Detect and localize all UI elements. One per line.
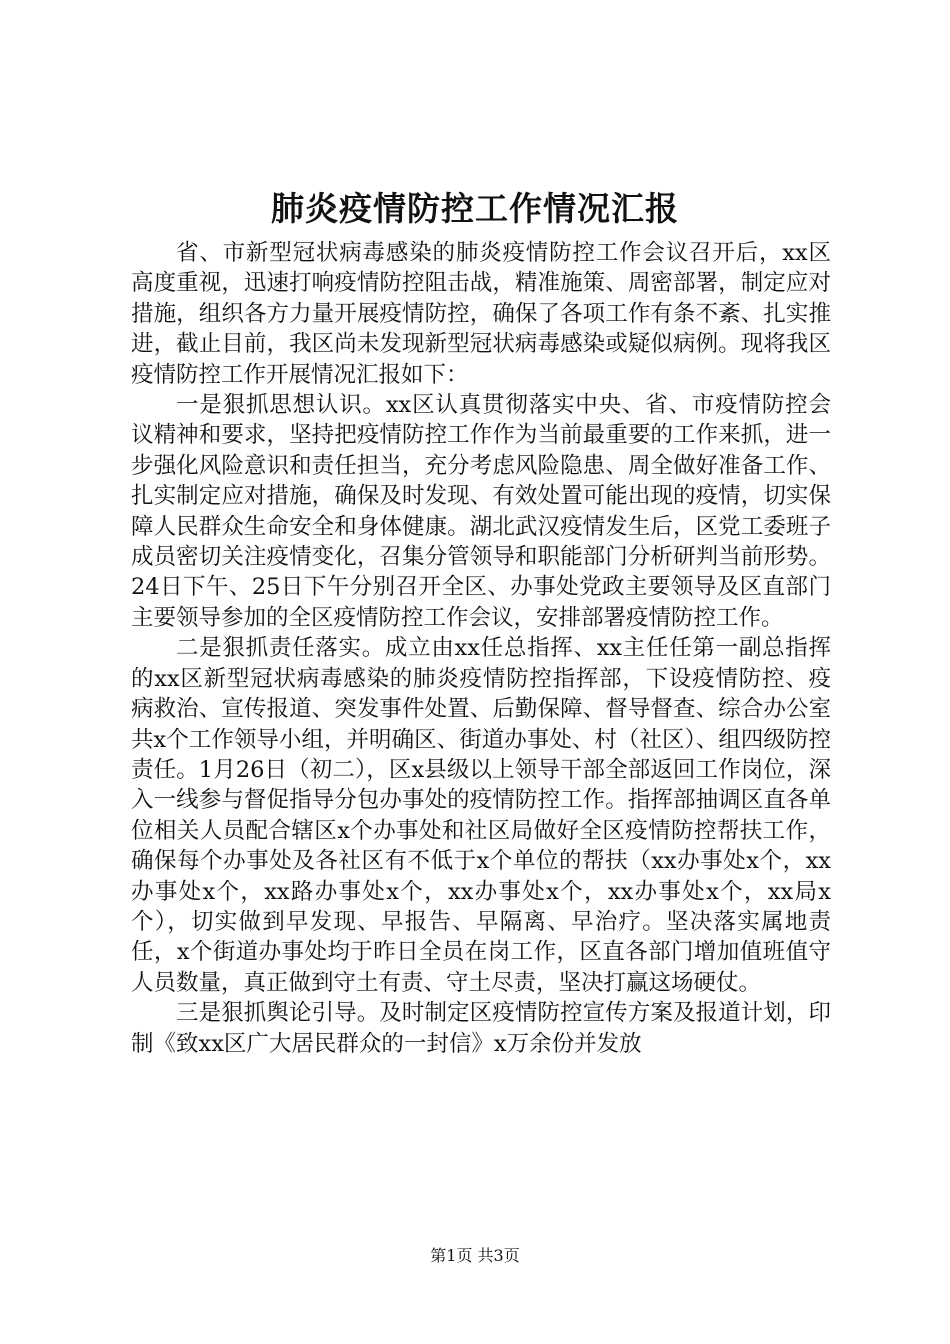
- paragraph-responsibility: 二是狠抓责任落实。成立由xx任总指挥、xx主任任第一副总指挥的xx区新型冠状病毒感染的肺炎疫情防控指挥部，下设疫情防控、疫病救治、宣传报道、突发事件处置、后勤保障、督导督查、综合办公室共x个工作领导小组，并明确区、街道办事处、村（社区）、组四级防控责任。1月26日（初二），区x县级以上领导干部全部返回工作岗位，深入一线参与督促指导分包办事处的疫情防控工作。指挥部抽调区直各单位相关人员配合辖区x个办事处和社区局做好全区疫情防控帮扶工作，确保每个办事处及各社区有不低于x个单位的帮扶（xx办事处x个，xx办事处x个，xx路办事处x个，xx办事处x个，xx办事处x个，xx局x个），切实做到早发现、早报告、早隔离、早治疗。坚决落实属地责任，x个街道办事处均于昨日全员在岗工作，区直各部门增加值班值守人员数量，真正做到守土有责、守土尽责，坚决打赢这场硬仗。: [131, 635, 831, 996]
- document-body: [131, 238, 831, 1059]
- paragraph-intro: 省、市新型冠状病毒感染的肺炎疫情防控工作会议召开后，xx区高度重视，迅速打响疫情防控阻击战，精准施策、周密部署，制定应对措施，组织各方力量开展疫情防控，确保了各项工作有条不紊、扎实推进，截止目前，我区尚未发现新型冠状病毒感染或疑似病例。现将我区疫情防控工作开展情况汇报如下：: [131, 240, 831, 388]
- page-number: 第1页 共3页: [430, 1246, 520, 1265]
- paragraph-ideological-awareness: 一是狠抓思想认识。xx区认真贯彻落实中央、省、市疫情防控会议精神和要求，坚持把疫情防控工作作为当前最重要的工作来抓，进一步强化风险意识和责任担当，充分考虑风险隐患、周全做好准备工作、扎实制定应对措施，确保及时发现、有效处置可能出现的疫情，切实保障人民群众生命安全和身体健康。湖北武汉疫情发生后，区党工委班子成员密切关注疫情变化，召集分管领导和职能部门分析研判当前形势。24日下午、25日下午分别召开全区、办事处党政主要领导及区直部门主要领导参加的全区疫情防控工作会议，安排部署疫情防控工作。: [131, 392, 831, 631]
- paragraph-public-opinion: 三是狠抓舆论引导。及时制定区疫情防控宣传方案及报道计划，印制《致xx区广大居民群众的一封信》x万余份并发放: [131, 1000, 831, 1057]
- document-title: 肺炎疫情防控工作情况汇报: [271, 189, 679, 228]
